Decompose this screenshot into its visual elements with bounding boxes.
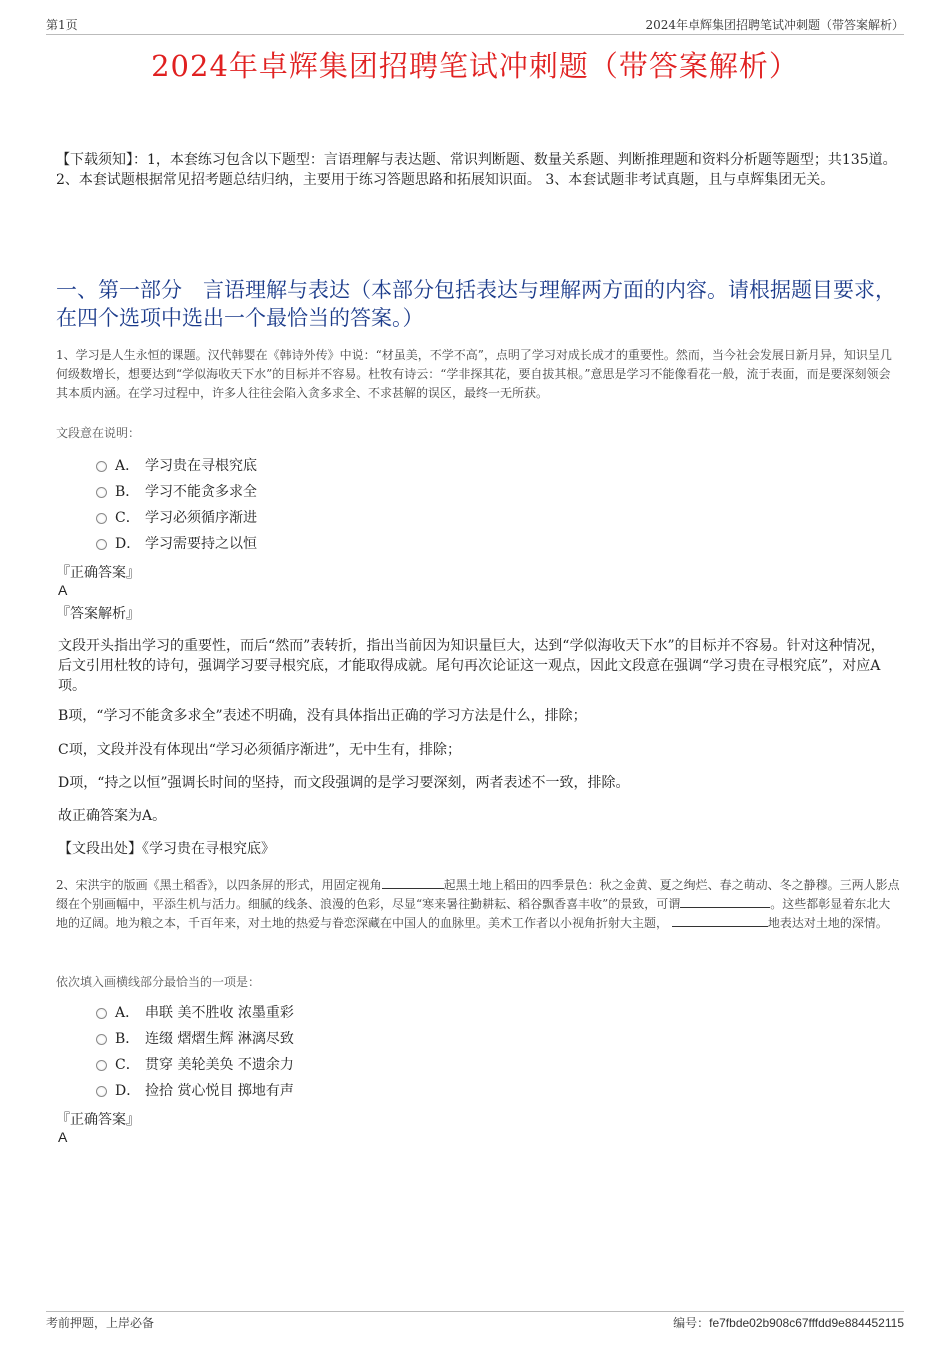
question-2-option-b[interactable]: B． 连缀 熠熠生辉 淋漓尽致: [96, 1029, 294, 1049]
question-1-analysis-label: 『答案解析』: [56, 606, 140, 622]
radio-icon[interactable]: [96, 1060, 107, 1071]
fill-blank: [382, 876, 444, 889]
header-divider: [46, 34, 904, 35]
footer-slogan: 考前押题，上岸必备: [46, 1316, 155, 1330]
footer-divider: [46, 1311, 904, 1312]
radio-icon[interactable]: [96, 513, 107, 524]
radio-icon[interactable]: [96, 1008, 107, 1019]
question-1-text: 1、学习是人生永恒的课题。汉代韩婴在《韩诗外传》中说：“材虽美，不学不高”，点明了学习对成长成才的重要性。然而，当今社会发展日新月异，知识呈几何级数增长，想要达到“学似海收天下水”的目标并不容易。杜牧有诗云：“学非探其花，要自拔其根。”意思是学习不能像看花一般，流于表面，而是要深刻领会其本质内涵。在学习过程中，许多人往往会陷入贪多求全、不求甚解的误区，最终一无所获。: [56, 348, 892, 400]
analysis-source: 【文段出处】《学习贵在寻根究底》: [58, 841, 275, 857]
question-2-option-c[interactable]: C． 贯穿 美轮美奂 不遗余力: [96, 1055, 294, 1075]
question-1-answer-label: 『正确答案』: [56, 565, 140, 581]
page-number: 第1页: [46, 18, 78, 32]
question-1-option-b[interactable]: B． 学习不能贪多求全: [96, 482, 257, 502]
question-1-option-a[interactable]: A． 学习贵在寻根究底: [96, 456, 257, 476]
question-2-answer-label: 『正确答案』: [56, 1112, 140, 1128]
analysis-paragraph: D项，“持之以恒”强调长时间的坚持，而文段强调的是学习要深刻，两者表述不一致，排除。: [58, 775, 630, 791]
question-2-answer: A: [58, 1129, 68, 1145]
question-1-answer: A: [58, 582, 68, 598]
radio-icon[interactable]: [96, 461, 107, 472]
analysis-paragraph: 故正确答案为A。: [58, 808, 167, 824]
analysis-paragraph: B项，“学习不能贪多求全”表述不明确，没有具体指出正确的学习方法是什么，排除；: [58, 708, 587, 724]
question-2-text: 2、宋洪宇的版画《黑土稻香》，以四条屏的形式，用固定视角 起黑土地上稻田的四季景色：秋之金黄、夏之绚烂、春之萌动、冬之静穆。三两人影点缀在个别画幅中，平添生机与活力。细腻的线条、浪漫的色彩，尽显“寒来暑往勤耕耘、稻谷飘香喜丰收”的景致，可谓 。这些都彰显着东北大地的辽阔。地为粮之本，千百年来，对土地的热爱与眷恋深藏在中国人的血脉里。美术工作者以小视角折射大主题， 地表达对土地的深情。: [56, 878, 900, 930]
footer-code: 编号：fe7fbde02b908c67fffdd9e884452115: [673, 1316, 904, 1330]
radio-icon[interactable]: [96, 1086, 107, 1097]
section-heading: 一、第一部分 言语理解与表达（本部分包括表达与理解两方面的内容。请根据题目要求，在四个选项中选出一个最恰当的答案。）: [56, 278, 896, 330]
header-doc-title: 2024年卓辉集团招聘笔试冲刺题（带答案解析）: [645, 18, 904, 32]
download-notice: 【下载须知】：1，本套练习包含以下题型：言语理解与表达题、常识判断题、数量关系题、判断推理题和资料分析题等题型；共135道。 2、本套试题根据常见招考题总结归纳，主要用于练习答题思路和拓展知识面。 3、本套试题非考试真题，且与卓辉集团无关。: [56, 152, 897, 188]
analysis-paragraph: 文段开头指出学习的重要性，而后“然而”表转折，指出当前因为知识量巨大，达到“学似海收天下水”的目标并不容易。针对这种情况，后文引用杜牧的诗句，强调学习要寻根究底，才能取得成就。尾句再次论证这一观点，因此文段意在强调“学习贵在寻根究底”，对应A项。: [58, 638, 885, 694]
question-1-prompt: 文段意在说明：: [56, 426, 141, 440]
fill-blank: [672, 914, 768, 927]
question-1-option-c[interactable]: C． 学习必须循序渐进: [96, 508, 257, 528]
question-2-option-a[interactable]: A． 串联 美不胜收 浓墨重彩: [96, 1003, 294, 1023]
question-2-prompt: 依次填入画横线部分最恰当的一项是：: [56, 975, 261, 989]
question-1-option-d[interactable]: D． 学习需要持之以恒: [96, 534, 257, 554]
analysis-paragraph: C项，文段并没有体现出“学习必须循序渐进”，无中生有，排除；: [58, 742, 462, 758]
radio-icon[interactable]: [96, 487, 107, 498]
question-2-option-d[interactable]: D． 捡拾 赏心悦目 掷地有声: [96, 1081, 294, 1101]
radio-icon[interactable]: [96, 1034, 107, 1045]
fill-blank: [680, 895, 770, 908]
page-title: 2024年卓辉集团招聘笔试冲刺题（带答案解析）: [151, 49, 799, 83]
radio-icon[interactable]: [96, 539, 107, 550]
